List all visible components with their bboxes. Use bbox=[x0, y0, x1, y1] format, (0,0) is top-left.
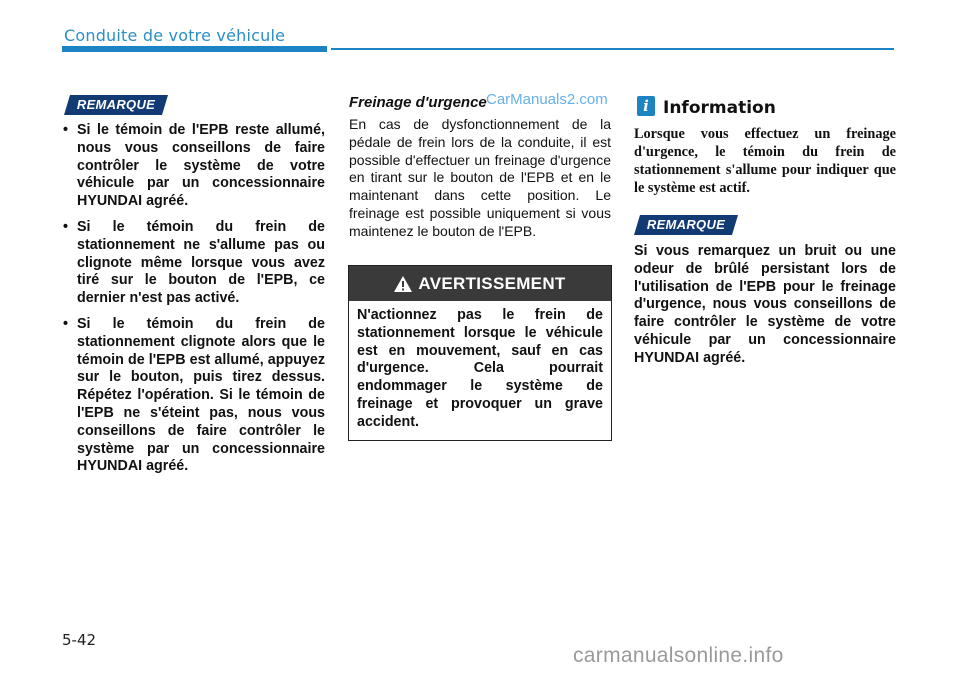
bullet-list bbox=[62, 122, 325, 476]
page-number: 5-42 bbox=[62, 631, 97, 649]
watermark-top: CarManuals2.com bbox=[486, 91, 608, 108]
warning-title: AVERTISSEMENT bbox=[418, 273, 566, 293]
bullet-item: • Si le témoin du frein de stationnement clignote alors que le témoin de l'EPB est allumé, appuyez sur le bouton, puis tirez dessus. Répétez l'opération. Si le témoin de l'EPB ne s'éteint pas, nous vous conseillons de faire contrôler le système par un concessionnaire HYUNDAI agréé. bbox=[62, 316, 325, 476]
info-icon: i bbox=[637, 96, 655, 116]
information-text: Lorsque vous effectuez un freinage d'urgence, le témoin du frein de stationnement s'allume pour indiquer que le système est actif. bbox=[634, 126, 896, 196]
section-title: Conduite de votre véhicule bbox=[64, 26, 286, 45]
left-column bbox=[62, 122, 325, 484]
bullet-item: • Si le témoin de l'EPB reste allumé, nous vous conseillons de faire contrôler le système de votre véhicule par un concessionnaire HYUNDAI agréé. bbox=[62, 122, 325, 211]
warning-header bbox=[349, 266, 611, 301]
remarque-paragraph: Si vous remarquez un bruit ou une odeur de brûlé persistant lors de l'utilisation de l'EPB pour le freinage d'urgence, nous vous conseillons de faire contrôler le système de votre véhicule par un concessionnaire HYUNDAI agréé. bbox=[634, 243, 896, 366]
information-heading: Information bbox=[663, 98, 776, 118]
emergency-braking-heading: Freinage d'urgence bbox=[349, 94, 487, 111]
warning-text: N'actionnez pas le frein de stationnement lorsque le véhicule est en mouvement, sauf en cas d'urgence. Cela pourrait endommager le système de freinage et provoquer un grave accident. bbox=[357, 307, 603, 430]
header-rule-thick bbox=[62, 46, 327, 52]
watermark-bottom: carmanualsonline.info bbox=[573, 644, 784, 667]
emergency-braking-paragraph: En cas de dysfonctionnement de la pédale de frein lors de la conduite, il est possible d'effectuer un freinage d'urgence en tirant sur le bouton de l'EPB et en le maintenant dans cette position. Le freinage est possible uniquement si vous maintenez le bouton de l'EPB. bbox=[349, 116, 611, 239]
warning-triangle-icon bbox=[394, 276, 412, 292]
warning-box bbox=[348, 265, 612, 441]
header-rule-thin bbox=[331, 48, 894, 50]
remarque-tag-left: REMARQUE bbox=[70, 95, 162, 115]
remarque-tag-right: REMARQUE bbox=[640, 215, 732, 235]
bullet-item: • Si le témoin du frein de stationnement ne s'allume pas ou clignote même lorsque vous avez tiré sur le bouton de l'EPB, ce dernier n'est pas activé. bbox=[62, 219, 325, 308]
